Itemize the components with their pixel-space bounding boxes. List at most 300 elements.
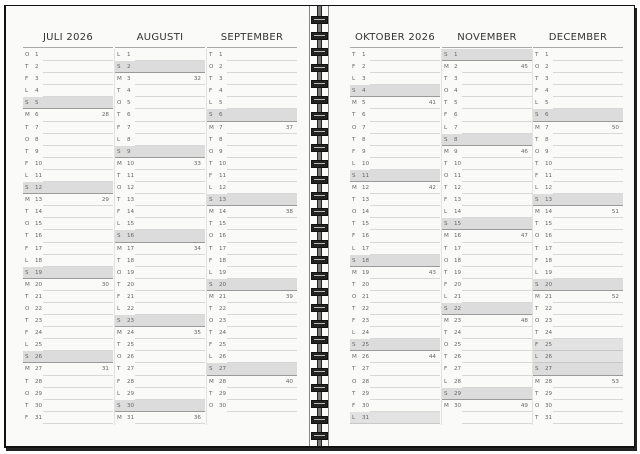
day-number: 4 [545,88,549,95]
day-row[interactable] [23,327,113,339]
day-row[interactable] [207,400,297,412]
day-row[interactable] [350,109,440,121]
day-row[interactable] [115,351,205,363]
day-row[interactable] [23,158,113,170]
weekday-letter: L [444,293,448,300]
month-title: AUGUSTI [136,32,184,43]
weekday-letter: S [117,402,121,409]
day-row[interactable] [442,279,532,291]
day-row-sunday[interactable] [442,134,532,146]
day-row-sunday[interactable] [533,363,623,375]
day-row[interactable] [533,412,623,424]
day-number: 24 [127,330,135,337]
day-row-sunday[interactable] [350,255,440,267]
day-row[interactable] [442,182,532,194]
weekday-letter: M [117,414,122,421]
spiral-ring [311,80,328,88]
weekday-letter: M [444,402,449,409]
day-row[interactable] [23,412,113,424]
day-row[interactable] [207,85,297,97]
day-row[interactable] [207,388,297,400]
day-row[interactable] [207,351,297,363]
day-row[interactable] [23,315,113,327]
day-row[interactable] [533,158,623,170]
day-row[interactable] [115,376,205,388]
weekday-letter: T [352,136,356,143]
day-row[interactable] [207,339,297,351]
day-row[interactable] [207,146,297,158]
day-row[interactable] [533,243,623,255]
day-row[interactable] [442,339,532,351]
day-row[interactable] [533,230,623,242]
day-row[interactable] [23,230,113,242]
weekday-letter: O [535,233,540,240]
day-number: 3 [454,76,458,83]
day-row[interactable] [23,243,113,255]
day-row[interactable] [23,388,113,400]
day-row-sunday[interactable] [115,146,205,158]
writing-line [227,411,297,412]
day-row-sunday[interactable] [23,97,113,109]
day-row[interactable] [207,255,297,267]
day-row[interactable] [350,363,440,375]
day-row-sunday[interactable] [115,230,205,242]
day-row[interactable] [23,400,113,412]
weekday-letter: M [117,245,122,252]
day-row[interactable] [350,218,440,230]
day-row[interactable] [350,327,440,339]
day-row-sunday[interactable] [350,339,440,351]
day-row[interactable] [442,146,532,158]
day-row[interactable] [350,230,440,242]
day-row[interactable] [442,363,532,375]
day-row[interactable] [23,218,113,230]
day-number: 7 [35,124,39,131]
day-row-sunday[interactable] [207,363,297,375]
day-list [350,49,440,424]
day-row[interactable] [115,158,205,170]
day-row-sunday[interactable] [533,279,623,291]
weekday-letter: L [25,342,29,349]
day-number: 24 [362,330,370,337]
day-row[interactable] [533,400,623,412]
day-number: 16 [362,233,370,240]
spiral-ring [311,256,328,264]
day-row[interactable] [442,267,532,279]
day-row[interactable] [115,97,205,109]
day-row-holiday[interactable] [350,412,440,424]
day-row[interactable] [115,206,205,218]
day-row[interactable] [115,291,205,303]
day-number: 22 [127,305,135,312]
day-row[interactable] [442,351,532,363]
day-row[interactable] [23,85,113,97]
day-row[interactable] [533,61,623,73]
day-number: 24 [454,330,462,337]
day-row[interactable] [442,206,532,218]
weekday-letter: O [117,185,122,192]
day-row[interactable] [442,243,532,255]
day-number: 26 [454,354,462,361]
day-row[interactable] [442,194,532,206]
day-row[interactable] [442,255,532,267]
spiral-ring [311,384,328,392]
day-row[interactable] [207,315,297,327]
day-row[interactable] [23,134,113,146]
day-number: 1 [35,52,39,58]
day-number: 15 [35,221,43,228]
weekday-letter: T [535,390,539,397]
day-row[interactable] [533,327,623,339]
spiral-ring [311,400,328,408]
week-number: 47 [520,233,528,240]
day-row[interactable] [115,255,205,267]
weekday-letter: O [535,318,540,325]
day-row[interactable] [350,158,440,170]
day-row[interactable] [207,218,297,230]
week-number: 52 [611,293,619,300]
day-row[interactable] [115,194,205,206]
day-row[interactable] [350,303,440,315]
day-number: 18 [454,257,462,264]
day-row[interactable] [115,339,205,351]
weekday-letter: O [25,52,30,58]
weekday-letter: T [25,318,29,325]
day-number: 9 [454,148,458,155]
day-number: 25 [219,342,227,349]
weekday-letter: F [444,112,448,119]
day-row[interactable] [115,170,205,182]
day-list [23,49,113,424]
day-row[interactable] [350,122,440,134]
day-row[interactable] [533,315,623,327]
weekday-letter: O [25,136,30,143]
day-row[interactable] [207,327,297,339]
day-row[interactable] [442,315,532,327]
day-row[interactable] [115,218,205,230]
day-row[interactable] [533,134,623,146]
day-number: 22 [454,305,462,312]
spiral-ring [311,96,328,104]
day-number: 13 [127,197,135,204]
day-row[interactable] [350,73,440,85]
day-row-sunday[interactable] [115,400,205,412]
weekday-letter: S [444,305,448,312]
day-row-sunday[interactable] [533,109,623,121]
day-number: 24 [35,330,43,337]
day-row[interactable] [115,49,205,61]
day-number: 12 [219,185,227,192]
day-row[interactable] [442,400,532,412]
day-row-sunday[interactable] [207,109,297,121]
weekday-letter: T [444,269,448,276]
day-row[interactable] [23,73,113,85]
day-row[interactable] [350,400,440,412]
weekday-letter: T [352,52,356,58]
weekday-letter: M [117,160,122,167]
day-row[interactable] [207,61,297,73]
day-number: 30 [35,402,43,409]
day-row[interactable] [115,122,205,134]
weekday-letter: T [444,160,448,167]
day-row-holiday[interactable] [533,339,623,351]
day-number: 26 [127,354,135,361]
day-row[interactable] [207,49,297,61]
day-number: 9 [35,148,39,155]
day-row[interactable] [533,291,623,303]
day-row-sunday[interactable] [23,182,113,194]
weekday-letter: F [25,330,29,337]
day-row[interactable] [207,291,297,303]
day-row[interactable] [533,97,623,109]
weekday-letter: O [25,390,30,397]
day-row[interactable] [23,61,113,73]
day-row[interactable] [533,255,623,267]
week-number: 51 [611,209,619,216]
weekday-letter: T [535,305,539,312]
day-row[interactable] [350,97,440,109]
weekday-letter: T [535,245,539,252]
weekday-letter: S [535,112,539,119]
day-row[interactable] [533,49,623,61]
day-row[interactable] [207,158,297,170]
week-number: 33 [193,160,201,167]
weekday-letter: F [535,342,539,349]
weekday-letter: T [352,366,356,373]
day-row[interactable] [23,194,113,206]
day-row[interactable] [23,291,113,303]
day-row[interactable] [533,122,623,134]
day-row[interactable] [350,376,440,388]
day-row-sunday[interactable] [115,61,205,73]
weekday-letter: T [444,354,448,361]
day-row[interactable] [23,109,113,121]
day-number: 18 [545,257,553,264]
day-row[interactable] [442,376,532,388]
spiral-ring [311,160,328,168]
day-row-sunday[interactable] [23,351,113,363]
day-row-sunday[interactable] [442,388,532,400]
day-number: 17 [35,245,43,252]
day-row-sunday[interactable] [442,49,532,61]
day-number: 13 [35,197,43,204]
day-row-sunday[interactable] [115,315,205,327]
day-row[interactable] [23,279,113,291]
day-row-sunday[interactable] [533,194,623,206]
day-number: 17 [219,245,227,252]
day-row-sunday[interactable] [207,279,297,291]
day-number: 3 [362,76,366,83]
day-row[interactable] [442,97,532,109]
day-number: 10 [362,160,370,167]
day-row[interactable] [442,85,532,97]
day-row[interactable] [442,412,532,424]
day-row-sunday[interactable] [23,267,113,279]
day-row[interactable] [350,243,440,255]
day-row[interactable] [533,303,623,315]
day-row[interactable] [23,255,113,267]
day-row[interactable] [115,279,205,291]
weekday-letter: M [352,354,357,361]
day-number: 7 [219,124,223,131]
day-row[interactable] [350,146,440,158]
day-row[interactable] [350,388,440,400]
day-row[interactable] [442,109,532,121]
day-row[interactable] [533,182,623,194]
month-title-rule [23,47,113,48]
weekday-letter: S [117,233,121,240]
day-row[interactable] [442,73,532,85]
day-row[interactable] [207,303,297,315]
day-number: 12 [127,185,135,192]
day-row[interactable] [207,170,297,182]
day-row[interactable] [207,230,297,242]
day-row[interactable] [350,315,440,327]
spiral-ring [311,432,328,440]
day-number: 7 [127,124,131,131]
day-row[interactable] [207,122,297,134]
weekday-letter: T [352,281,356,288]
day-row[interactable] [207,376,297,388]
day-row[interactable] [207,267,297,279]
day-row[interactable] [350,267,440,279]
weekday-letter: O [444,88,449,95]
day-number: 21 [454,293,462,300]
weekday-letter: F [209,172,213,179]
day-number: 11 [35,172,43,179]
day-row[interactable] [23,170,113,182]
day-row[interactable] [115,363,205,375]
weekday-letter: O [352,293,357,300]
week-number: 36 [193,414,201,421]
day-row[interactable] [533,376,623,388]
day-row[interactable] [442,230,532,242]
day-number: 22 [35,305,43,312]
writing-line [553,423,623,424]
day-number: 24 [545,330,553,337]
weekday-letter: T [352,221,356,228]
day-row[interactable] [23,363,113,375]
week-number: 45 [520,64,528,71]
day-row[interactable] [207,134,297,146]
day-row[interactable] [442,291,532,303]
day-row[interactable] [115,327,205,339]
month-title: DECEMBER [548,32,608,43]
day-row[interactable] [115,243,205,255]
day-row[interactable] [115,85,205,97]
day-row[interactable] [207,73,297,85]
day-row-sunday[interactable] [350,85,440,97]
day-row[interactable] [442,61,532,73]
day-row[interactable] [350,49,440,61]
day-row[interactable] [533,73,623,85]
day-row[interactable] [23,146,113,158]
day-number: 6 [219,112,223,119]
day-row[interactable] [533,85,623,97]
day-number: 3 [127,76,131,83]
weekday-letter: O [535,64,540,71]
day-row[interactable] [350,134,440,146]
weekday-letter: T [444,185,448,192]
day-row[interactable] [115,73,205,85]
day-number: 18 [35,257,43,264]
day-row[interactable] [115,303,205,315]
week-number: 34 [193,245,201,252]
day-number: 1 [454,52,458,58]
day-row[interactable] [350,61,440,73]
day-row[interactable] [350,182,440,194]
day-row[interactable] [115,412,205,424]
day-row[interactable] [115,388,205,400]
day-row[interactable] [23,303,113,315]
week-number: 38 [285,209,293,216]
day-row[interactable] [533,388,623,400]
day-row[interactable] [23,339,113,351]
day-row[interactable] [115,109,205,121]
day-row[interactable] [115,267,205,279]
day-row[interactable] [207,182,297,194]
spiral-ring [311,416,328,424]
day-row[interactable] [442,158,532,170]
day-row[interactable] [533,170,623,182]
day-row[interactable] [533,267,623,279]
day-row-sunday[interactable] [442,218,532,230]
month-title: SEPTEMBER [220,32,284,43]
day-row[interactable] [207,206,297,218]
day-row-sunday[interactable] [207,194,297,206]
day-row[interactable] [23,376,113,388]
day-row[interactable] [350,351,440,363]
weekday-letter: T [352,112,356,119]
spiral-ring [311,128,328,136]
day-number: 7 [454,124,458,131]
weekday-letter: T [352,390,356,397]
day-row[interactable] [533,146,623,158]
weekday-letter: M [209,124,214,131]
day-row[interactable] [207,243,297,255]
day-row-holiday[interactable] [533,351,623,363]
weekday-letter: L [352,76,356,83]
day-row[interactable] [533,218,623,230]
day-number: 14 [127,209,135,216]
day-row[interactable] [115,182,205,194]
day-row-sunday[interactable] [350,170,440,182]
weekday-letter: O [117,354,122,361]
month-title-rule [350,47,440,48]
weekday-letter: S [25,354,29,361]
day-row[interactable] [115,134,205,146]
day-row[interactable] [350,194,440,206]
day-row[interactable] [350,206,440,218]
writing-line [462,423,532,424]
day-row[interactable] [23,206,113,218]
weekday-letter: F [117,293,121,300]
day-row[interactable] [23,122,113,134]
spiral-ring [311,304,328,312]
day-row[interactable] [207,97,297,109]
weekday-letter: O [209,318,214,325]
day-row[interactable] [442,327,532,339]
day-row[interactable] [442,122,532,134]
day-number: 29 [545,390,553,397]
day-row-sunday[interactable] [442,303,532,315]
day-row[interactable] [350,279,440,291]
day-row[interactable] [350,291,440,303]
day-row[interactable] [23,49,113,61]
day-row[interactable] [533,206,623,218]
day-number: 23 [545,318,553,325]
day-row[interactable] [442,170,532,182]
